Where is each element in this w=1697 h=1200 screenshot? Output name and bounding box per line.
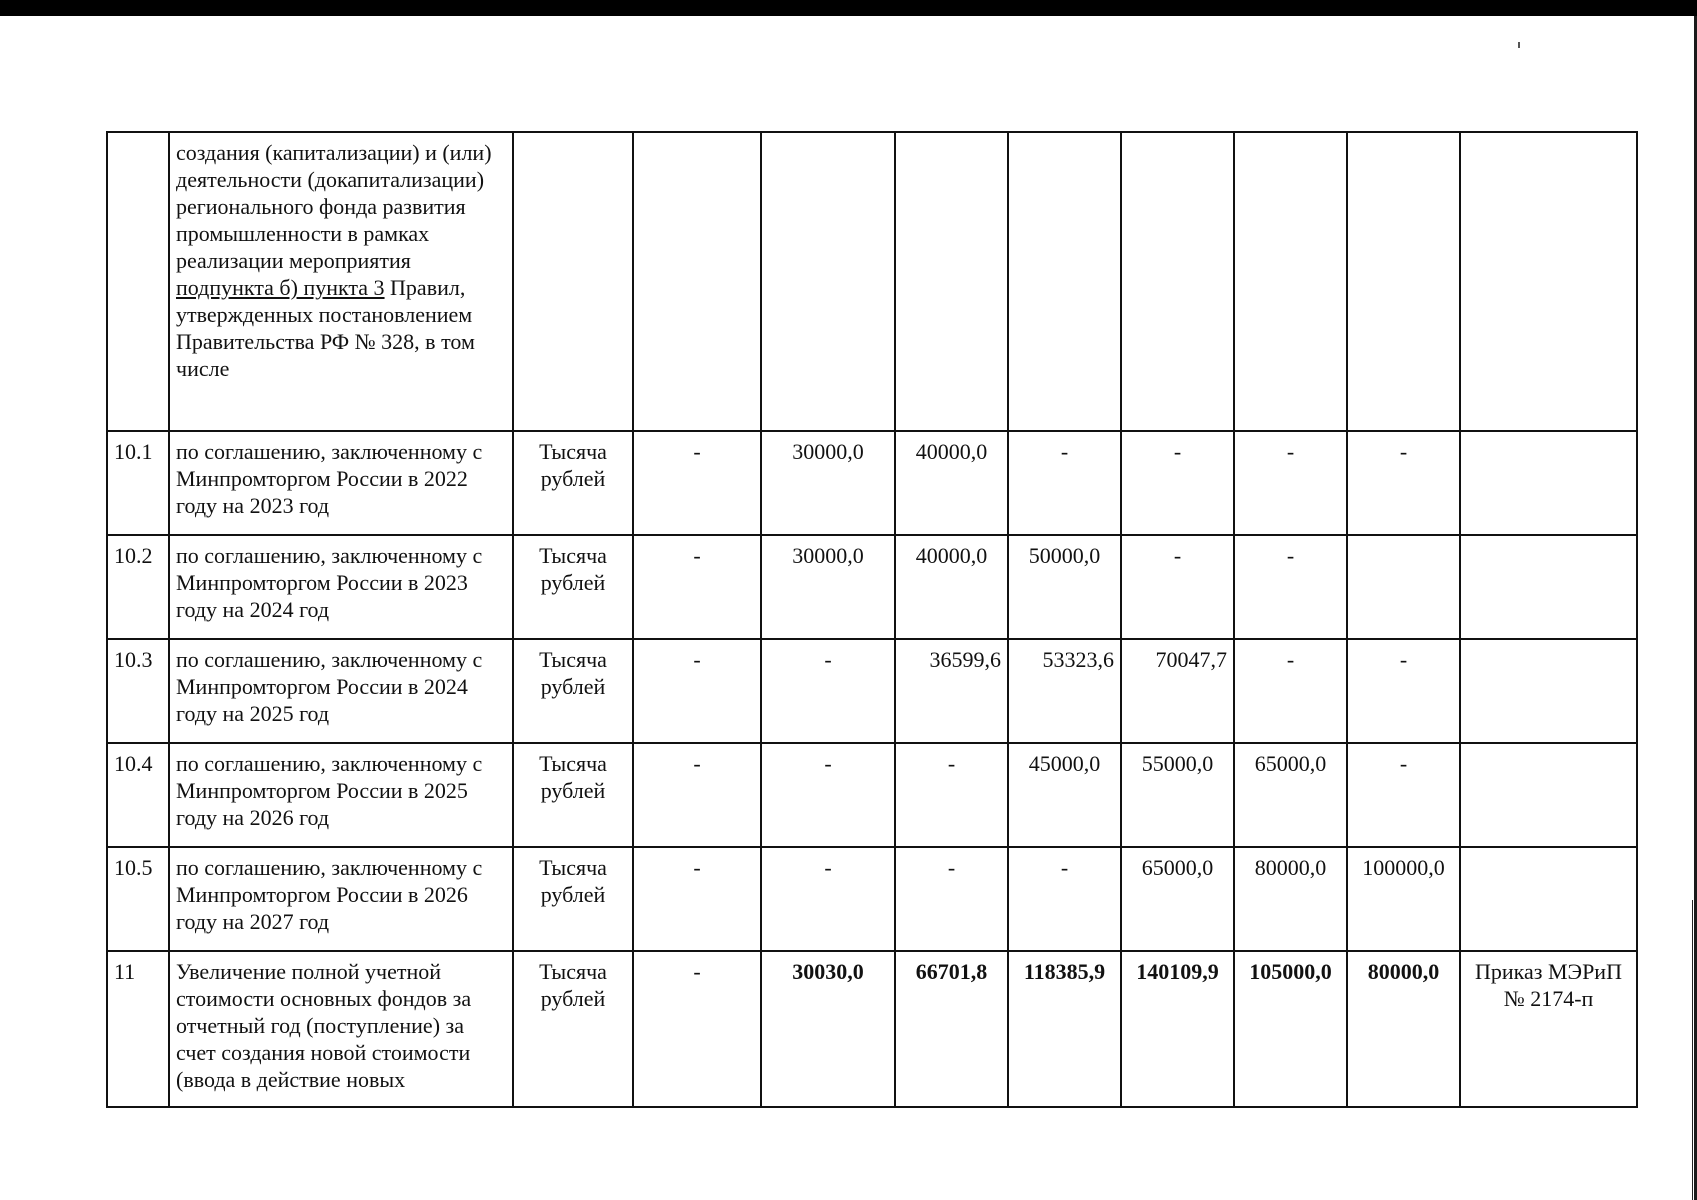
- source-cell: [1460, 847, 1637, 951]
- value-cell: 70047,7: [1121, 639, 1234, 743]
- table-row: [107, 639, 1637, 743]
- value-cell: 30000,0: [761, 535, 895, 639]
- value-cell: -: [761, 847, 895, 951]
- value-cell: -: [1008, 847, 1121, 951]
- row-number: 10.2: [107, 535, 169, 639]
- source-cell: [1460, 639, 1637, 743]
- value-cell: 40000,0: [895, 535, 1008, 639]
- value-cell: 36599,6: [895, 639, 1008, 743]
- table-row: [107, 535, 1637, 639]
- scan-speck: [1518, 42, 1520, 48]
- indicator-name: по соглашению, заключенному с Минпромторгом России в 2023 году на 2024 год: [169, 535, 513, 639]
- unit-cell: Тысяча рублей: [513, 535, 633, 639]
- unit-cell: Тысяча рублей: [513, 951, 633, 1107]
- value-cell: -: [761, 743, 895, 847]
- value-cell: -: [761, 639, 895, 743]
- value-cell: 50000,0: [1008, 535, 1121, 639]
- value-cell: -: [633, 535, 761, 639]
- value-cell: 80000,0: [1234, 847, 1347, 951]
- value-cell: 105000,0: [1234, 951, 1347, 1107]
- value-cell: 45000,0: [1008, 743, 1121, 847]
- row-number: 11: [107, 951, 169, 1107]
- unit-cell: Тысяча рублей: [513, 743, 633, 847]
- value-cell: -: [1121, 431, 1234, 535]
- value-cell: -: [895, 743, 1008, 847]
- value-cell: -: [1347, 743, 1460, 847]
- intro-text-end: Правил, утвержденных постановлением Правительства РФ № 328, в том числе: [176, 275, 475, 381]
- value-cell: [1347, 535, 1460, 639]
- unit-cell: Тысяча рублей: [513, 431, 633, 535]
- scan-top-border: [0, 0, 1697, 16]
- value-cell: 30000,0: [761, 431, 895, 535]
- table-row: [107, 431, 1637, 535]
- value-cell: -: [1347, 639, 1460, 743]
- indicator-name: по соглашению, заключенному с Минпромторгом России в 2022 году на 2023 год: [169, 431, 513, 535]
- value-cell: -: [633, 847, 761, 951]
- value-cell: -: [633, 639, 761, 743]
- intro-text: создания (капитализации) и (или) деятельности (докапитализации) регионального фонда развития промышленности в рамках реализации мероприятия: [176, 140, 492, 273]
- table-row: [107, 847, 1637, 951]
- indicator-name: по соглашению, заключенному с Минпромторгом России в 2024 году на 2025 год: [169, 639, 513, 743]
- value-cell: -: [1234, 431, 1347, 535]
- row-number: 10.5: [107, 847, 169, 951]
- value-cell: -: [1008, 431, 1121, 535]
- regulation-link[interactable]: подпункта б) пункта 3: [176, 275, 385, 300]
- value-cell: 65000,0: [1121, 847, 1234, 951]
- indicator-name: по соглашению, заключенному с Минпромторгом России в 2025 году на 2026 год: [169, 743, 513, 847]
- value-cell: -: [633, 431, 761, 535]
- source-cell: [1460, 431, 1637, 535]
- indicator-name: Увеличение полной учетной стоимости основных фондов за отчетный год (поступление) за счет создания новой стоимости (ввода в действие новых: [169, 951, 513, 1107]
- row-number: [107, 132, 169, 431]
- value-cell: 65000,0: [1234, 743, 1347, 847]
- value-cell: 118385,9: [1008, 951, 1121, 1107]
- value-cell: 53323,6: [1008, 639, 1121, 743]
- value-cell: 66701,8: [895, 951, 1008, 1107]
- unit-cell: Тысяча рублей: [513, 847, 633, 951]
- value-cell: -: [633, 951, 761, 1107]
- value-cell: 100000,0: [1347, 847, 1460, 951]
- value-cell: 80000,0: [1347, 951, 1460, 1107]
- unit-cell: Тысяча рублей: [513, 639, 633, 743]
- scan-artifact-line: [1692, 900, 1693, 1200]
- indicator-name: [169, 132, 513, 431]
- value-cell: -: [1121, 535, 1234, 639]
- table-row: [107, 951, 1637, 1107]
- source-cell: [1460, 535, 1637, 639]
- table-row: [107, 132, 1637, 431]
- value-cell: 55000,0: [1121, 743, 1234, 847]
- value-cell: 140109,9: [1121, 951, 1234, 1107]
- source-cell: Приказ МЭРиП № 2174-п: [1460, 951, 1637, 1107]
- table-row: [107, 743, 1637, 847]
- value-cell: 40000,0: [895, 431, 1008, 535]
- value-cell: -: [633, 743, 761, 847]
- value-cell: -: [1234, 639, 1347, 743]
- indicator-name: по соглашению, заключенному с Минпромторгом России в 2026 году на 2027 год: [169, 847, 513, 951]
- row-number: 10.3: [107, 639, 169, 743]
- value-cell: 30030,0: [761, 951, 895, 1107]
- indicators-table: [106, 131, 1638, 1108]
- source-cell: [1460, 743, 1637, 847]
- value-cell: -: [1347, 431, 1460, 535]
- value-cell: -: [1234, 535, 1347, 639]
- row-number: 10.1: [107, 431, 169, 535]
- value-cell: -: [895, 847, 1008, 951]
- row-number: 10.4: [107, 743, 169, 847]
